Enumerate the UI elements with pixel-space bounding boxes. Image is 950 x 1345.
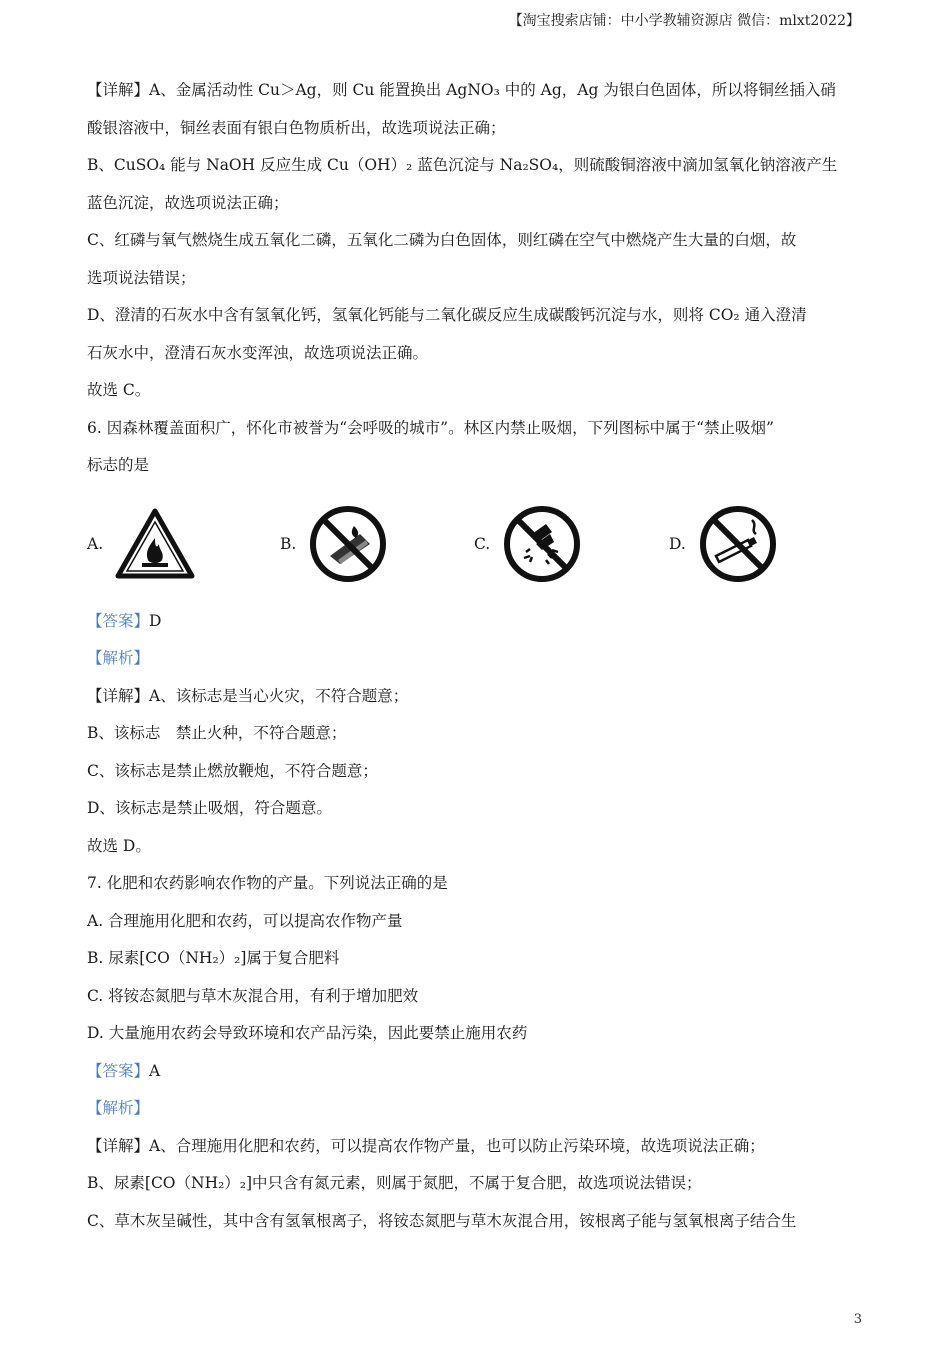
text-line: B、CuSO₄ 能与 NaOH 反应生成 Cu（OH）₂ 蓝色沉淀与 Na₂SO₄，则硫酸铜溶液中滴加氢氧化钠溶液产生 <box>87 156 838 174</box>
question-7-choice: D. 大量施用农药会导致环境和农产品污染，因此要禁止施用农药 <box>87 1024 528 1042</box>
no-firecrackers-icon <box>502 504 582 584</box>
answer-label: 【答案】 <box>87 611 150 630</box>
option-letter: B. <box>280 534 297 553</box>
question-7-stem: 7. 化肥和农药影响农作物的产量。下列说法正确的是 <box>87 874 448 892</box>
text-line: D、该标志是禁止吸烟，符合题意。 <box>87 799 332 817</box>
option-d <box>669 499 778 589</box>
answer-label: 【答案】 <box>87 1061 150 1080</box>
text-line: 【详解】A、该标志是当心火灾，不符合题意； <box>87 686 409 705</box>
question-7-choice: B. 尿素[CO（NH₂）₂]属于复合肥料 <box>87 949 340 967</box>
no-open-flame-icon <box>308 504 388 584</box>
question-6-stem: 6. 因森林覆盖面积广，怀化市被誉为“会呼吸的城市”。林区内禁止吸烟，下列图标中属于“禁止吸烟” <box>87 418 774 437</box>
analysis-label: 【解析】 <box>87 1099 150 1117</box>
flammable-warning-icon <box>115 508 195 580</box>
text-line: B、该标志 禁止火种，不符合题意； <box>87 724 347 742</box>
option-b <box>280 499 388 589</box>
text-line: 故选 C。 <box>87 381 151 399</box>
option-a <box>87 499 195 589</box>
question-6-answer <box>87 603 872 641</box>
answer-value: A <box>149 1061 161 1080</box>
question-7-analysis-heading <box>87 1090 872 1128</box>
page-number: 3 <box>853 1312 862 1327</box>
question-6-analysis-heading <box>87 640 872 678</box>
answer-value: D <box>149 611 162 630</box>
page-header: 【淘宝搜索店铺：中小学教辅资源店 微信：mlxt2022】 <box>508 13 860 29</box>
text-line: B、尿素[CO（NH₂）₂]中只含有氮元素，则属于氮肥，不属于复合肥，故选项说法错误； <box>87 1174 702 1192</box>
option-letter: D. <box>669 534 686 553</box>
no-smoking-icon <box>698 504 778 584</box>
text-line: 蓝色沉淀，故选项说法正确； <box>87 193 289 212</box>
text-line: C、红磷与氧气燃烧生成五氧化二磷，五氧化二磷为白色固体，则红磷在空气中燃烧产生大量的白烟，故 <box>87 231 797 249</box>
option-letter: C. <box>474 534 491 553</box>
text-line: 选项说法错误； <box>87 268 196 287</box>
text-line: 【详解】A、合理施用化肥和农药，可以提高农作物产量，也可以防止污染环境，故选项说法正确； <box>87 1136 765 1155</box>
question-7-answer <box>87 1053 872 1091</box>
text-line: 故选 D。 <box>87 836 151 855</box>
option-c <box>474 499 582 589</box>
analysis-label: 【解析】 <box>87 649 150 667</box>
question-7-choice: C. 将铵态氮肥与草木灰混合用，有利于增加肥效 <box>87 986 419 1005</box>
text-line: C、草木灰呈碱性，其中含有氢氧根离子，将铵态氮肥与草木灰混合用，铵根离子能与氢氧根离子结合生 <box>87 1211 797 1230</box>
text-line: 【详解】A、金属活动性 Cu＞Ag，则 Cu 能置换出 AgNO₃ 中的 Ag，Ag 为银白色固体，所以将铜丝插入硝 <box>87 81 836 99</box>
question-6-options <box>87 499 872 599</box>
option-letter: A. <box>87 534 104 553</box>
page-content <box>87 72 872 1240</box>
text-line: 酸银溶液中，铜丝表面有银白色物质析出，故选项说法正确； <box>87 118 506 137</box>
question-6-stem: 标志的是 <box>87 456 150 474</box>
question-7-choice: A. 合理施用化肥和农药，可以提高农作物产量 <box>87 911 403 930</box>
text-line: 石灰水中，澄清石灰水变浑浊，故选项说法正确。 <box>87 343 429 362</box>
text-line: D、澄清的石灰水中含有氢氧化钙，氢氧化钙能与二氧化碳反应生成碳酸钙沉淀与水，则将 CO₂ 通入澄清 <box>87 306 807 324</box>
text-line: C、该标志是禁止燃放鞭炮，不符合题意； <box>87 761 378 780</box>
